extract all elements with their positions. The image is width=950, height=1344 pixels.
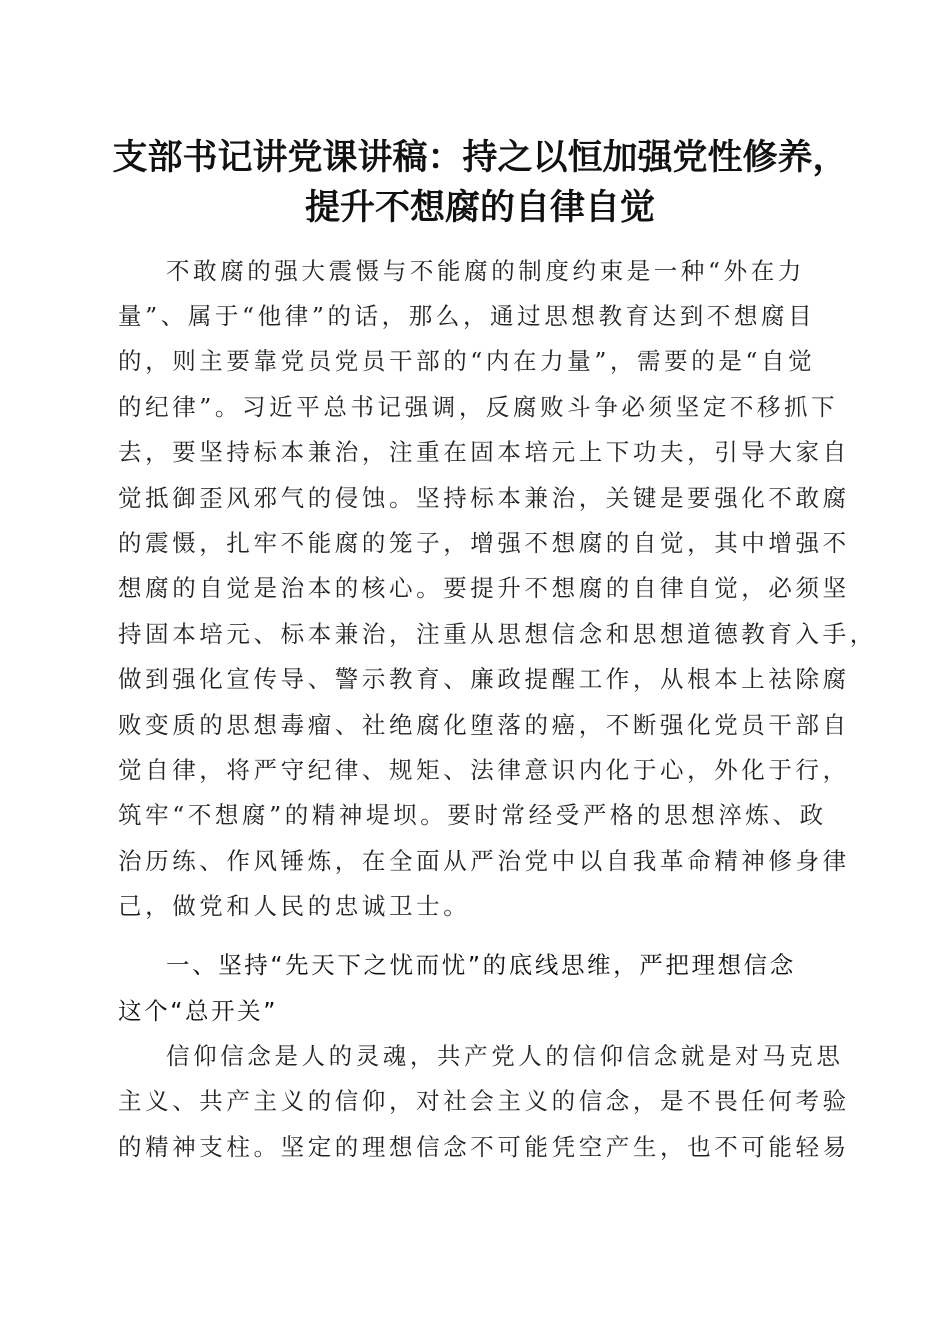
- text-line: 主义、共产主义的信仰，对社会主义的信念，是不畏任何考验: [118, 1087, 850, 1115]
- text-line: 做到强化宣传导、警示教育、廉政提醒工作，从根本上祛除腐: [118, 665, 850, 693]
- document-title-line-1: 支部书记讲党课讲稿：持之以恒加强党性修养，: [112, 137, 848, 178]
- text-line: 量”、属于“他律”的话，那么，通过思想教育达到不想腐目: [118, 302, 816, 330]
- text-line: 信仰信念是人的灵魂，共产党人的信仰信念就是对马克思: [166, 1042, 844, 1070]
- heading-line: 一、坚持“先天下之忧而忧”的底线思维，严把理想信念: [166, 951, 796, 979]
- text-line: 己，做党和人民的忠诚卫士。: [118, 892, 471, 920]
- text-line: 的纪律”。习近平总书记强调，反腐败斗争必须坚定不移抓下: [118, 393, 839, 421]
- text-line: 想腐的自觉是治本的核心。要提升不想腐的自律自觉，必须坚: [118, 574, 850, 602]
- text-line: 觉自律，将严守纪律、规矩、法律意识内化于心，外化于行，: [118, 756, 850, 784]
- text-line: 去，要坚持标本兼治，注重在固本培元上下功夫，引导大家自: [118, 438, 850, 466]
- text-line: 治历练、作风锤炼，在全面从严治党中以自我革命精神修身律: [118, 847, 850, 875]
- text-line: 的精神支柱。坚定的理想信念不可能凭空产生，也不可能轻易: [118, 1133, 850, 1161]
- document-title-line-2: 提升不想腐的自律自觉: [304, 187, 655, 228]
- text-line: 的震慑，扎牢不能腐的笼子，增强不想腐的自觉，其中增强不: [118, 529, 850, 557]
- text-line: 持固本培元、标本兼治，注重从思想信念和思想道德教育入手，: [118, 620, 877, 648]
- text-line: 筑牢“不想腐”的精神堤坝。要时常经受严格的思想淬炼、政: [118, 801, 827, 829]
- text-line: 觉抵御歪风邪气的侵蚀。坚持标本兼治，关键是要强化不敢腐: [118, 484, 850, 512]
- heading-line: 这个“总开关”: [118, 997, 279, 1025]
- text-line: 不敢腐的强大震慑与不能腐的制度约束是一种“外在力: [166, 257, 805, 285]
- text-line: 的，则主要靠党员党员干部的“内在力量”，需要的是“自觉: [118, 347, 816, 375]
- text-line: 败变质的思想毒瘤、社绝腐化堕落的癌，不断强化党员干部自: [118, 711, 850, 739]
